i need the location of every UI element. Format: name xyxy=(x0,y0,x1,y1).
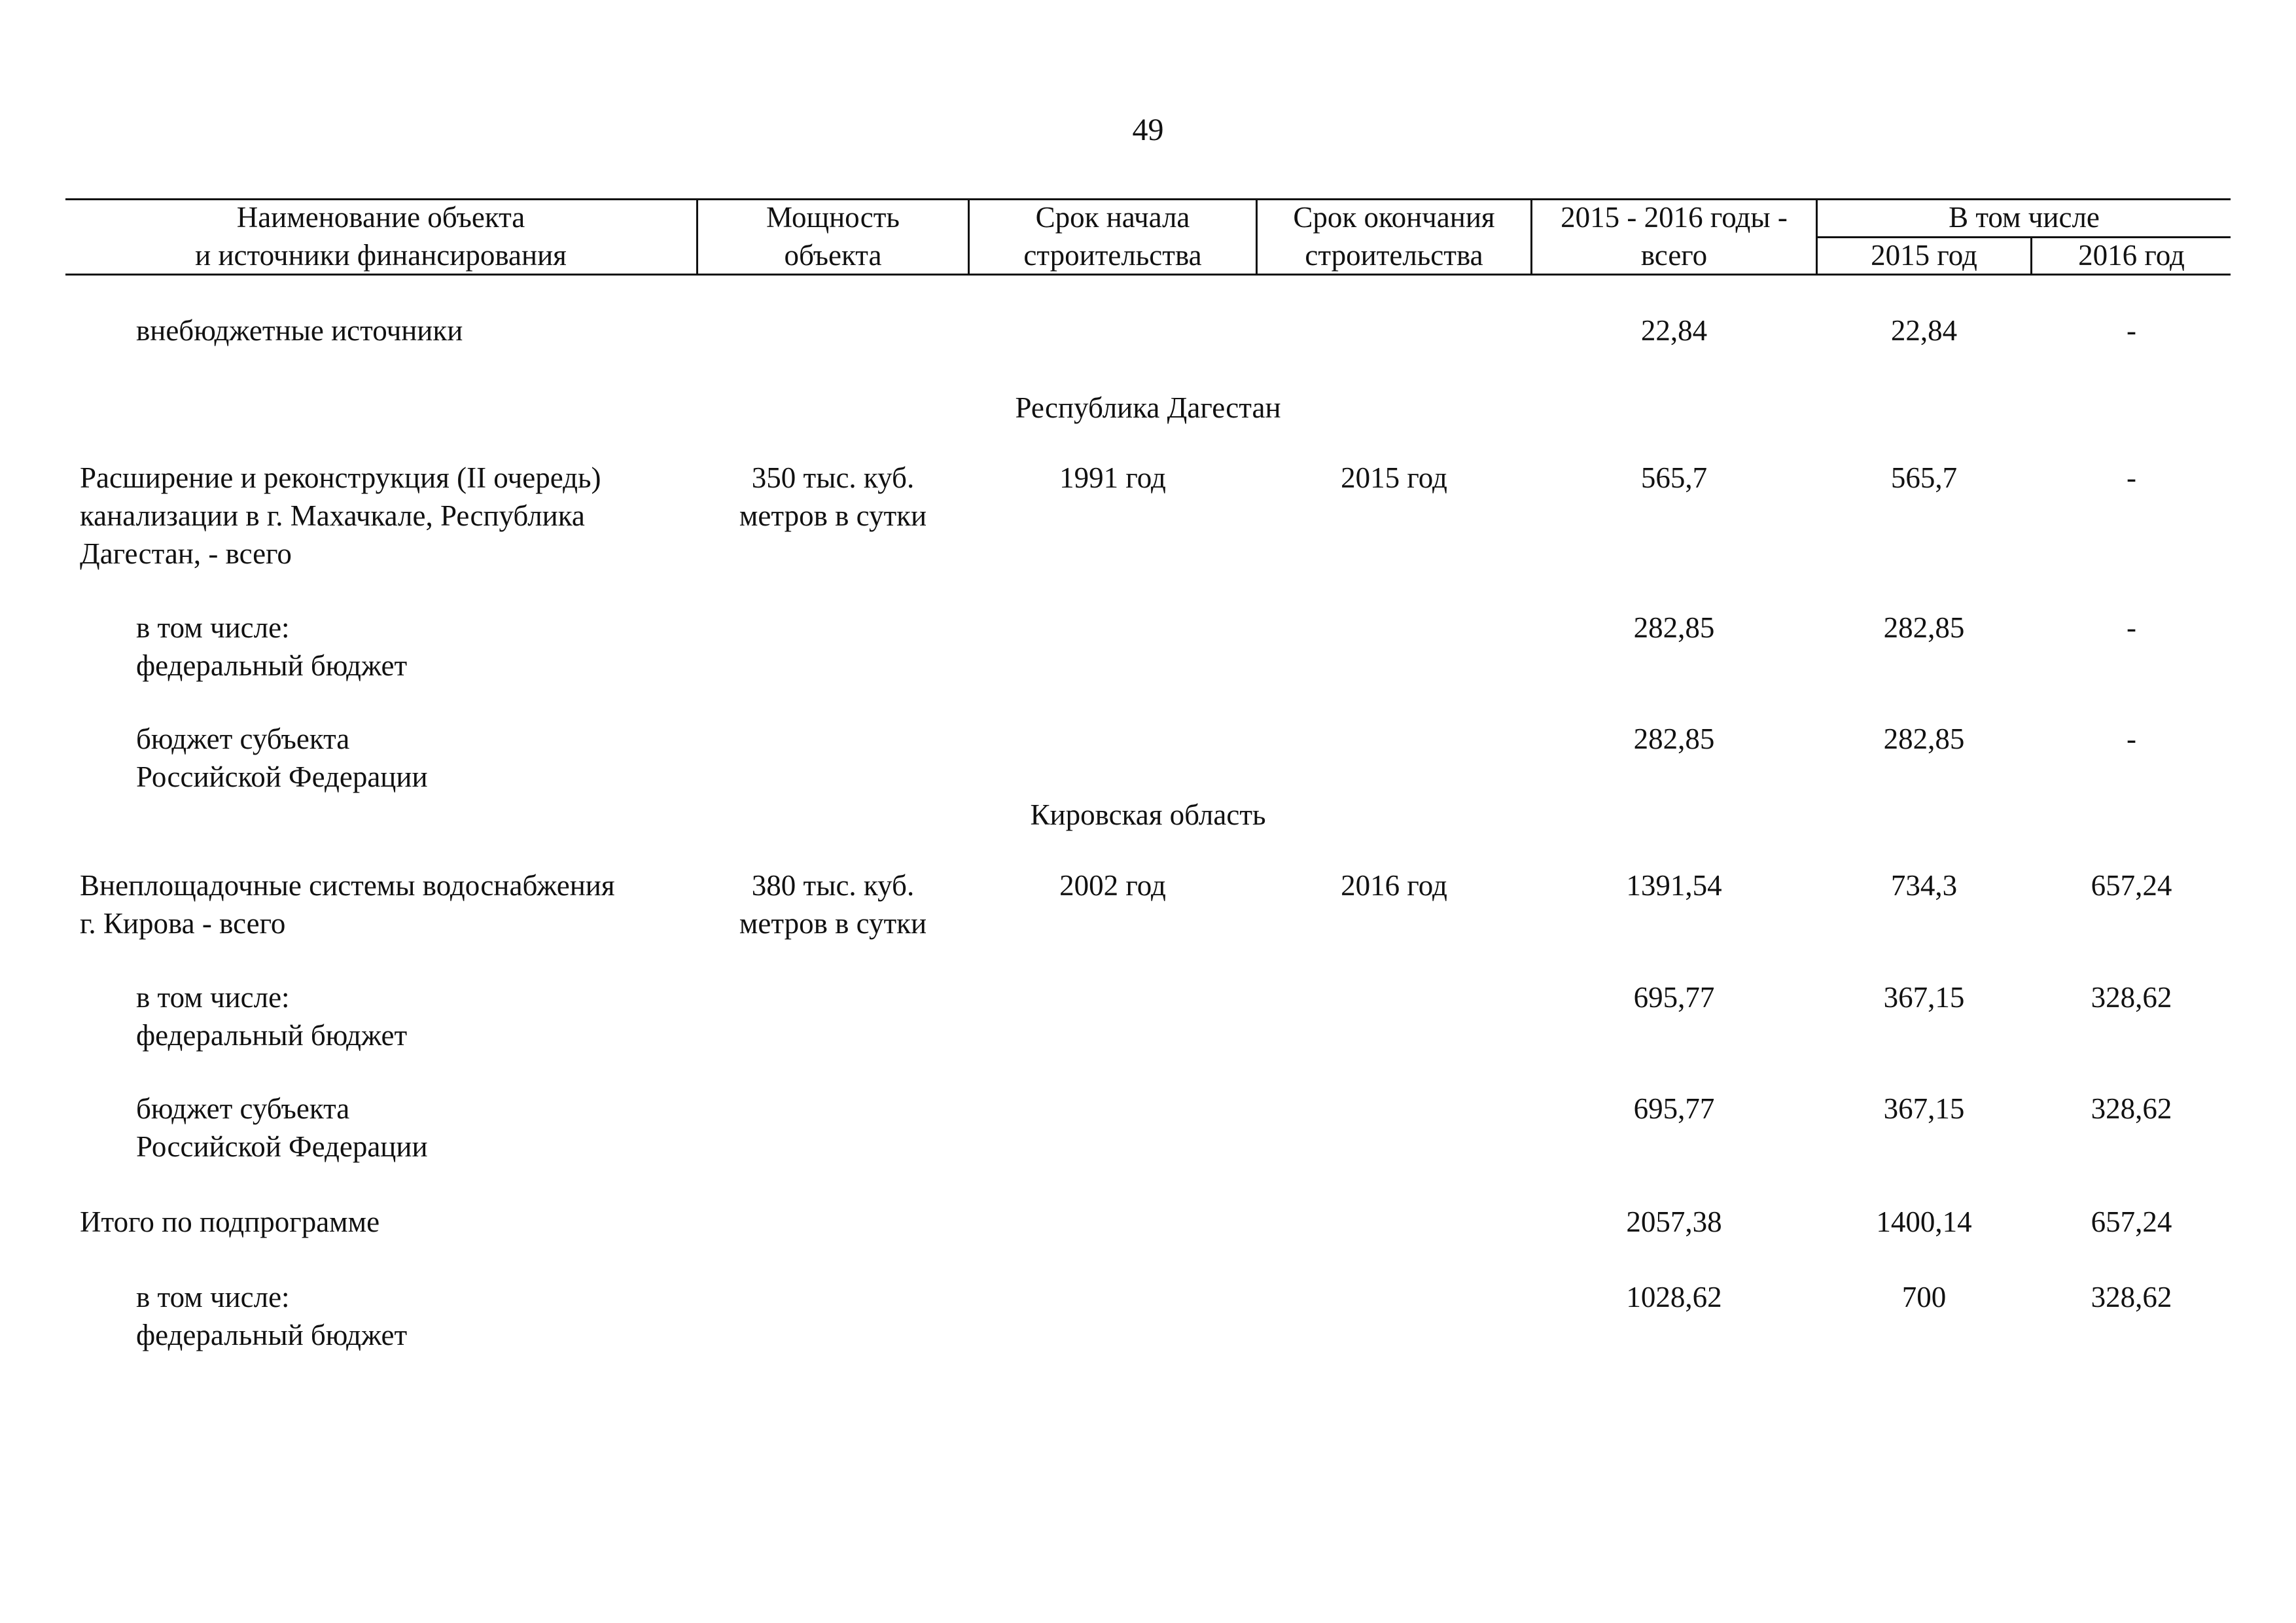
row-2016 xyxy=(2032,1090,2231,1128)
row-capacity-line: 350 тыс. куб. xyxy=(751,461,915,494)
row-2015 xyxy=(1818,312,2030,349)
row-total-line: 22,84 xyxy=(1640,314,1708,347)
row-2015-line: 367,15 xyxy=(1883,1092,1965,1125)
row-name xyxy=(136,978,688,1054)
header-2016: 2016 год xyxy=(2078,239,2185,272)
row-name-line: федеральный бюджет xyxy=(136,1319,408,1351)
row-name-line: внебюджетные источники xyxy=(136,314,463,347)
row-2016 xyxy=(2032,312,2231,349)
row-total xyxy=(1532,1203,1816,1241)
row-2016 xyxy=(2032,1278,2231,1316)
header-start-line2: строительства xyxy=(1023,239,1202,272)
row-name-line: Российской Федерации xyxy=(136,760,428,793)
row-2015-line: 734,3 xyxy=(1890,869,1958,902)
row-capacity xyxy=(698,866,968,942)
row-2015 xyxy=(1818,720,2030,758)
row-total-line: 2057,38 xyxy=(1626,1205,1722,1238)
section-title: Кировская область xyxy=(1030,798,1266,831)
row-name xyxy=(136,720,688,796)
header-2015: 2015 год xyxy=(1871,239,1977,272)
header-name-line2: и источники финансирования xyxy=(195,239,567,272)
row-total-line: 695,77 xyxy=(1633,981,1715,1014)
row-2015 xyxy=(1818,978,2030,1016)
row-name-line: в том числе: xyxy=(136,1281,290,1313)
row-name-line: г. Кирова - всего xyxy=(80,907,286,940)
row-name-line: в том числе: xyxy=(136,611,290,644)
row-name xyxy=(80,866,688,942)
header-total-line2: всего xyxy=(1640,239,1708,272)
row-2015 xyxy=(1818,866,2030,904)
row-total xyxy=(1532,459,1816,497)
row-total-line: 1028,62 xyxy=(1626,1281,1722,1313)
row-end-line: 2015 год xyxy=(1341,461,1447,494)
row-2016 xyxy=(2032,866,2231,904)
row-total-line: 565,7 xyxy=(1640,461,1708,494)
row-2015-line: 22,84 xyxy=(1890,314,1958,347)
row-capacity-line: метров в сутки xyxy=(739,907,927,940)
row-2016-line: 657,24 xyxy=(2091,1205,2172,1238)
header-capacity-line2: объекта xyxy=(784,239,882,272)
row-name-line: Итого по подпрограмме xyxy=(80,1205,380,1238)
row-2015 xyxy=(1818,1203,2030,1241)
row-2016 xyxy=(2032,978,2231,1016)
row-2016-line: 328,62 xyxy=(2091,981,2172,1014)
row-total xyxy=(1532,720,1816,758)
row-total-line: 695,77 xyxy=(1633,1092,1715,1125)
header-name-line1: Наименование объекта xyxy=(236,201,525,234)
row-name-line: в том числе: xyxy=(136,981,290,1014)
row-2015-line: 282,85 xyxy=(1883,722,1965,755)
row-capacity-line: метров в сутки xyxy=(739,499,927,532)
row-start-line: 2002 год xyxy=(1059,869,1166,902)
header-including: В том числе xyxy=(1949,201,2100,234)
row-total-line: 282,85 xyxy=(1633,722,1715,755)
row-name xyxy=(80,1203,688,1241)
header-total-line1: 2015 - 2016 годы - xyxy=(1561,201,1788,234)
row-capacity xyxy=(698,459,968,535)
row-name xyxy=(136,609,688,685)
row-name xyxy=(136,312,688,349)
row-2015-line: 565,7 xyxy=(1890,461,1958,494)
row-total-line: 1391,54 xyxy=(1626,869,1722,902)
row-2016-line: - xyxy=(2127,611,2136,644)
row-2016-line: 328,62 xyxy=(2091,1092,2172,1125)
row-2015 xyxy=(1818,1090,2030,1128)
row-total xyxy=(1532,312,1816,349)
row-total xyxy=(1532,1090,1816,1128)
row-capacity-line: 380 тыс. куб. xyxy=(751,869,915,902)
row-name-line: бюджет субъекта xyxy=(136,722,350,755)
row-total-line: 282,85 xyxy=(1633,611,1715,644)
row-name xyxy=(136,1090,688,1166)
row-2016-line: - xyxy=(2127,722,2136,755)
row-name-line: бюджет субъекта xyxy=(136,1092,350,1125)
row-2016-line: - xyxy=(2127,314,2136,347)
row-total xyxy=(1532,866,1816,904)
row-2015 xyxy=(1818,459,2030,497)
row-name-line: Внеплощадочные системы водоснабжения xyxy=(80,869,615,902)
header-end-line1: Срок окончания xyxy=(1293,201,1495,234)
row-2016 xyxy=(2032,459,2231,497)
page-number: 49 xyxy=(1132,113,1164,147)
row-name-line: федеральный бюджет xyxy=(136,649,408,682)
header-start-line1: Срок начала xyxy=(1035,201,1190,234)
row-2015 xyxy=(1818,1278,2030,1316)
row-2015-line: 1400,14 xyxy=(1876,1205,1972,1238)
row-2016 xyxy=(2032,1203,2231,1241)
row-2015-line: 282,85 xyxy=(1883,611,1965,644)
row-total xyxy=(1532,609,1816,647)
row-2015-line: 367,15 xyxy=(1883,981,1965,1014)
row-2016-line: 328,62 xyxy=(2091,1281,2172,1313)
row-name-line: Дагестан, - всего xyxy=(80,537,292,570)
row-total xyxy=(1532,1278,1816,1316)
row-2016 xyxy=(2032,609,2231,647)
row-2016 xyxy=(2032,720,2231,758)
row-name xyxy=(136,1278,688,1354)
row-end xyxy=(1258,866,1530,904)
row-2015-line: 700 xyxy=(1901,1281,1947,1313)
row-start xyxy=(970,459,1256,497)
row-total xyxy=(1532,978,1816,1016)
row-end xyxy=(1258,459,1530,497)
row-2015 xyxy=(1818,609,2030,647)
row-name-line: канализации в г. Махачкале, Республика xyxy=(80,499,585,532)
row-start xyxy=(970,866,1256,904)
section-title: Республика Дагестан xyxy=(1015,391,1281,424)
row-name-line: федеральный бюджет xyxy=(136,1019,408,1052)
row-name-line: Расширение и реконструкция (II очередь) xyxy=(80,461,601,494)
row-2016-line: 657,24 xyxy=(2091,869,2172,902)
row-2016-line: - xyxy=(2127,461,2136,494)
header-capacity-line1: Мощность xyxy=(766,201,900,234)
header-end-line2: строительства xyxy=(1305,239,1483,272)
row-name-line: Российской Федерации xyxy=(136,1130,428,1163)
row-name xyxy=(80,459,688,573)
row-start-line: 1991 год xyxy=(1059,461,1166,494)
row-end-line: 2016 год xyxy=(1341,869,1447,902)
